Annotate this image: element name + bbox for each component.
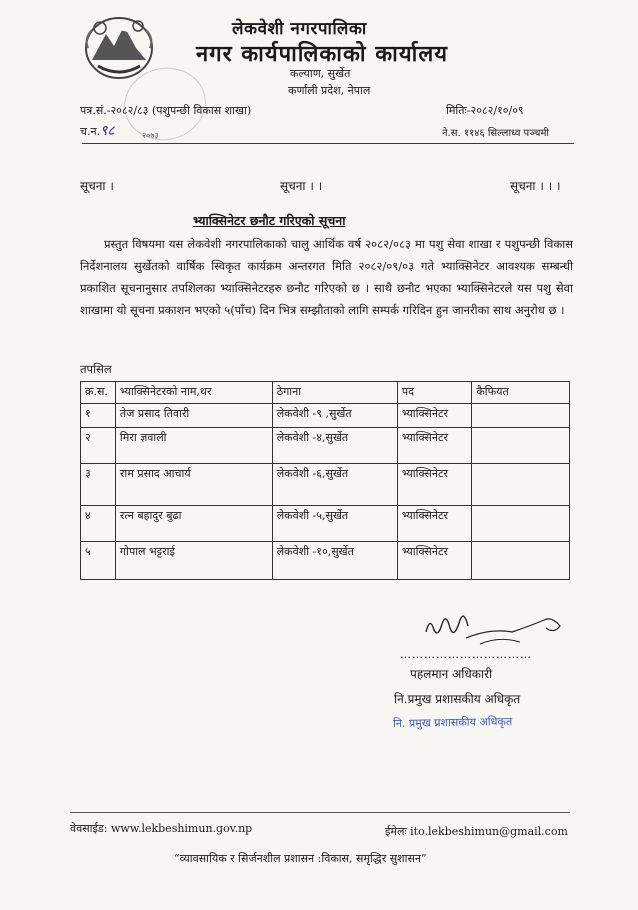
cell-remarks bbox=[472, 404, 570, 428]
nepal-sambat-date: ने.स. ११४६ सिल्लाध्व पञ्चमी bbox=[442, 128, 550, 139]
nepal-emblem-logo bbox=[80, 8, 158, 82]
table-caption: तपसिल bbox=[80, 362, 112, 376]
cell-address: लेकवेशी -५,सुर्खेत bbox=[272, 506, 397, 542]
province-line: कर्णाली प्रदेश, नेपाल bbox=[288, 84, 371, 97]
cell-sn: ३ bbox=[81, 464, 116, 506]
selected-vaccinators-table bbox=[80, 381, 570, 580]
notice-title: भ्याक्सिनेटर छनौट गरिएको सूचना bbox=[193, 213, 346, 228]
cell-post: भ्याक्सिनेटर bbox=[397, 506, 472, 542]
cell-name: तेज प्रसाद तिवारी bbox=[115, 404, 272, 428]
cell-name: गोपाल भट्टराई bbox=[115, 542, 272, 580]
table-row bbox=[81, 428, 570, 464]
signatory-name: पहलमान अधिकारी bbox=[410, 667, 493, 681]
stamp-year: २०७३ bbox=[142, 131, 159, 140]
dispatch-value: ९८ bbox=[100, 123, 115, 139]
cell-address: लेकवेशी -१०,सुर्खेत bbox=[272, 542, 397, 580]
cell-remarks bbox=[472, 506, 570, 542]
header-address: ठेगाना bbox=[272, 382, 397, 404]
footer-divider bbox=[70, 812, 570, 813]
notice-body: प्रस्तुत विषयमा यस लेकवेशी नगरपालिकाको चालु आर्थिक वर्ष २०८२/०८३ मा पशु सेवा शाखा र पशुपन्छी विकास निर्देशनालय सुर्खेतको वार्षिक स्विकृत कार्यक्रम अन्तरगत मिति २०८२/०९/०३ गते भ्याक्सिनेटर आवश्यक सम्बन्धी प्रकाशित सूचनानुसार तपशिलका भ्याक्सिनेटरहरु छनौट गरिएको छ । साथै छनौट भएका भ्याक्सिनेटरले यस पशु सेवा शाखामा यो सूचना प्रकाशन भएको ५(पाँच) दिन भित्र सम्झौताको लागि सम्पर्क गरिदिन हुन जानरीका साथ अनुरोध छ । bbox=[80, 237, 573, 317]
table-row bbox=[81, 506, 570, 542]
signatory-title: नि.प्रमुख प्रशासकीय अधिकृत bbox=[394, 692, 521, 706]
cell-post: भ्याक्सिनेटर bbox=[397, 542, 472, 580]
notice-word-3: सूचना । । । bbox=[510, 179, 561, 193]
letter-date: मितिः-२०८२/१०/०९ bbox=[446, 104, 524, 117]
cell-sn: ४ bbox=[81, 506, 116, 542]
cell-name: रत्न बहादुर बुढा bbox=[115, 506, 272, 542]
cell-sn: ५ bbox=[81, 542, 116, 580]
header-sn: क्र.स. bbox=[81, 382, 116, 404]
header-name: भ्याक्सिनेटरको नाम,थर bbox=[115, 382, 272, 404]
header-remarks: कैफियत bbox=[472, 382, 570, 404]
office-name: नगर कार्यपालिकाको कार्यालय bbox=[196, 41, 448, 67]
signature-line: …………………………… bbox=[400, 648, 532, 661]
cell-name: राम प्रसाद आचार्य bbox=[115, 464, 272, 506]
table-header-row bbox=[81, 382, 570, 404]
cell-sn: १ bbox=[81, 404, 116, 428]
cell-post: भ्याक्सिनेटर bbox=[397, 404, 472, 428]
cell-address: लेकवेशी -४,सुर्खेत bbox=[272, 428, 397, 464]
cell-post: भ्याक्सिनेटर bbox=[397, 464, 472, 506]
notice-word-2: सूचना । । bbox=[280, 179, 323, 193]
footer-email: ईमेलः ito.lekbeshimun@gmail.com bbox=[385, 825, 568, 838]
cell-remarks bbox=[472, 542, 570, 580]
table-row bbox=[81, 464, 570, 506]
header-divider bbox=[82, 143, 574, 144]
header-post: पद bbox=[397, 382, 472, 404]
signatory-stamp: नि. प्रमुख प्रशासकीय अधिकृत bbox=[392, 714, 513, 731]
table-row bbox=[81, 404, 570, 428]
dispatch-number bbox=[80, 121, 115, 140]
cell-name: मिरा ज्ञवाली bbox=[115, 428, 272, 464]
footer-slogan: “व्यावसायिक र सिर्जनशील प्रशासन :विकास, समृद्धिर सुशासन” bbox=[174, 852, 427, 865]
office-address: कल्याण, सुर्खेत bbox=[290, 67, 351, 80]
cell-sn: २ bbox=[81, 428, 116, 464]
notice-word-1: सूचना । bbox=[80, 179, 114, 193]
cell-remarks bbox=[472, 464, 570, 506]
dispatch-label: च.न. bbox=[80, 125, 101, 138]
cell-post: भ्याक्सिनेटर bbox=[397, 428, 472, 464]
municipality-name: लेकवेशी नगरपालिका bbox=[232, 19, 367, 39]
reference-number: पत्र.सं.-२०८२/८३ (पशुपन्छी विकास शाखा) bbox=[80, 104, 252, 117]
footer-website: वेवसाईड: www.lekbeshimun.gov.np bbox=[70, 822, 253, 835]
cell-address: लेकवेशी -६,सुर्खेत bbox=[272, 464, 397, 506]
cell-address: लेकवेशी -९ ,सुर्खेत bbox=[272, 404, 397, 428]
table-row bbox=[81, 542, 570, 580]
cell-remarks bbox=[472, 428, 570, 464]
